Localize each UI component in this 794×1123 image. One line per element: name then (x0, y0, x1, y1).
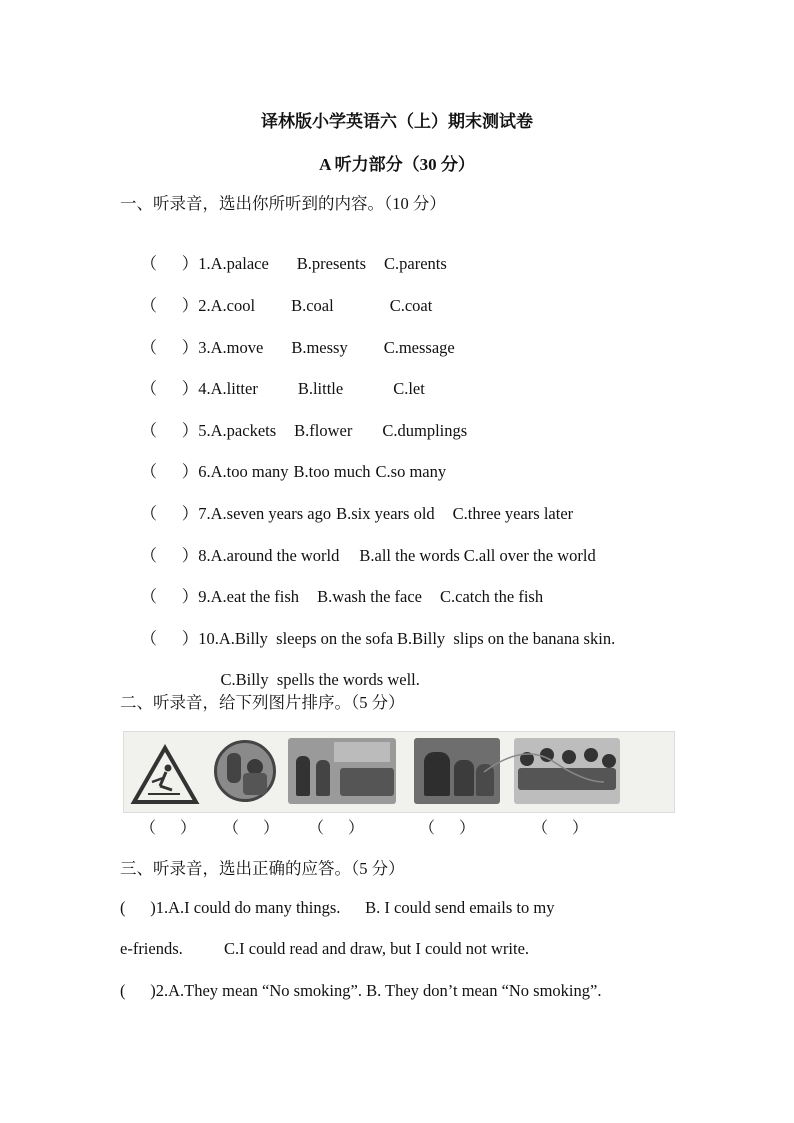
option-a: A.litter (210, 379, 258, 398)
section3-heading: 三、听录音，选出正确的应答。（5 分） (120, 859, 405, 878)
option-b: B.wash the face (317, 587, 422, 606)
answer-blank[interactable]: （ ） (140, 296, 199, 315)
answer-blank[interactable]: （ ） (140, 462, 199, 481)
option-c: C.all over the world (463, 546, 596, 565)
option-c: C.message (383, 338, 455, 357)
option-a: A.move (210, 338, 264, 357)
option-c: C.dumplings (382, 421, 468, 440)
option-a: A.eat the fish (210, 587, 300, 606)
question-number: 3. (198, 338, 211, 357)
picture-blank-1[interactable]: （ ） (140, 820, 197, 837)
option-c: C.let (393, 379, 425, 398)
section1-heading: 一、听录音，选出你所听到的内容。（10 分） (120, 194, 446, 213)
picture-strip (123, 731, 675, 813)
question-number: 4. (198, 379, 211, 398)
option-a: A.packets (210, 421, 277, 440)
picture-blank-2[interactable]: （ ） (223, 820, 280, 837)
option-c: C.parents (384, 254, 447, 273)
question-number: 6. (198, 462, 211, 481)
answer-blank[interactable]: （ ） (140, 546, 199, 565)
section2-heading: 二、听录音，给下列图片排序。（5 分） (120, 693, 405, 712)
question-number: 10. (198, 629, 219, 648)
option-a: A.around the world (210, 546, 340, 565)
option-a: A.Billy sleeps on the sofa (218, 629, 394, 648)
picture-blank-5[interactable]: （ ） (532, 820, 589, 837)
option-b: B.coal (291, 296, 334, 315)
option-c: C.coat (389, 296, 433, 315)
option-b: B.flower (294, 421, 353, 440)
question-number: 5. (198, 421, 211, 440)
question-number: 8. (198, 546, 211, 565)
option-b: B.six years old (336, 504, 435, 523)
option-c: C.so many (375, 462, 447, 481)
scribble-mark (464, 732, 614, 812)
option-b: B.too much (293, 462, 371, 481)
option-c: C.catch the fish (439, 587, 544, 606)
answer-blank[interactable]: （ ） (140, 587, 199, 606)
answer-blank[interactable]: （ ） (140, 629, 199, 648)
page-title: 译林版小学英语六（上）期末测试卷 (261, 112, 533, 131)
answer-blank[interactable]: （ ） (140, 379, 199, 398)
option-a: A.cool (210, 296, 256, 315)
answer-blank[interactable]: （ ） (140, 421, 199, 440)
section-a-title: A 听力部分（30 分） (319, 155, 475, 174)
question-number: 1. (198, 254, 211, 273)
option-b: B.all the words (359, 546, 460, 565)
answer-blank[interactable]: （ ） (140, 338, 199, 357)
caution-sign-picture (130, 744, 200, 806)
section3-question-1: ( )1.A.I could do many things. B. I could send emails to my (120, 898, 555, 917)
option-b: B.messy (291, 338, 348, 357)
option-a: A.seven years ago (210, 504, 332, 523)
question-number: 7. (198, 504, 211, 523)
option-b: B.little (297, 379, 344, 398)
circle-picture (214, 740, 276, 802)
answer-blank[interactable]: （ ） (140, 254, 199, 273)
option-b: B.presents (296, 254, 366, 273)
children-picture (288, 738, 396, 804)
question-number: 2. (198, 296, 211, 315)
picture-blank-3[interactable]: （ ） (308, 820, 365, 837)
option-a: A.palace (210, 254, 269, 273)
section3-question-1-continued: e-friends. C.I could read and draw, but I could not write. (120, 939, 530, 958)
question-number: 9. (198, 587, 211, 606)
picture-blank-4[interactable]: （ ） (419, 820, 476, 837)
option-a: A.too many (210, 462, 289, 481)
option-b: B.Billy slips on the banana skin. (397, 629, 616, 648)
option-c: C.three years later (452, 504, 574, 523)
section3-question-2: ( )2.A.They mean “No smoking”. B. They don’t mean “No smoking”. (120, 981, 602, 1000)
option-c: C.Billy spells the words well. (220, 670, 420, 689)
answer-blank[interactable]: （ ） (140, 504, 199, 523)
